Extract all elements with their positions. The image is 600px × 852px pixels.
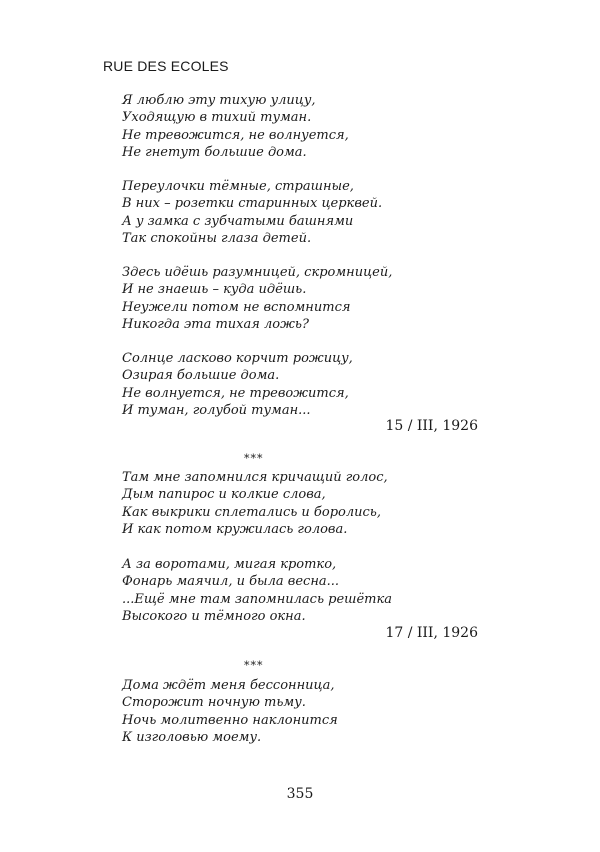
- poem1-date: 15 / III, 1926: [385, 418, 478, 434]
- page-number: 355: [286, 786, 314, 802]
- verse-line: Я люблю эту тихую улицу,: [122, 93, 316, 108]
- verse-line: Дома ждёт меня бессонница,: [122, 678, 335, 693]
- verse-line: Не тревожится, не волнуется,: [122, 127, 349, 143]
- section-separator: ***: [244, 659, 264, 672]
- poem1-stanza-3: [122, 264, 392, 333]
- poem2-stanza-2: [122, 556, 392, 625]
- verse-line: Там мне запомнился кричащий голос,: [122, 470, 388, 485]
- verse-line: Не гнетут большие дома.: [122, 144, 307, 160]
- verse-line: Как выкрики сплетались и боролись,: [122, 504, 381, 520]
- poem1-stanza-1: [122, 92, 349, 161]
- verse-line: Ночь молитвенно наклонится: [122, 712, 338, 728]
- verse-line: Солнце ласково корчит рожицу,: [122, 351, 353, 366]
- section-separator: ***: [244, 452, 264, 465]
- verse-line: Никогда эта тихая ложь?: [122, 316, 309, 332]
- verse-line: Озирая большие дома.: [122, 368, 280, 384]
- verse-line: В них – розетки старинных церквей.: [122, 196, 383, 212]
- verse-line: Фонарь маячил, и была весна...: [122, 574, 340, 590]
- verse-line: Переулочки тёмные, страшные,: [122, 179, 354, 194]
- poem1-stanza-2: [122, 178, 382, 247]
- verse-line: Дым папирос и колкие слова,: [122, 487, 326, 503]
- verse-line: ...Ещё мне там запомнилась решётка: [122, 591, 393, 607]
- verse-line: Уходящую в тихий туман.: [122, 110, 312, 126]
- verse-line: Так спокойны глаза детей.: [122, 230, 312, 246]
- poem1-stanza-4: [122, 350, 353, 419]
- verse-line: Не волнуется, не тревожится,: [122, 385, 349, 401]
- poem2-date: 17 / III, 1926: [385, 625, 478, 641]
- verse-line: И как потом кружилась голова.: [122, 521, 348, 537]
- verse-line: К изголовью моему.: [122, 729, 262, 745]
- poem2-stanza-1: [122, 469, 388, 538]
- poem3-stanza-1: [122, 677, 338, 746]
- verse-line: И не знаешь – куда идёшь.: [122, 282, 307, 298]
- verse-line: Высокого и тёмного окна.: [122, 608, 306, 624]
- verse-line: Здесь идёшь разумницей, скромницей,: [122, 265, 393, 280]
- poem-title: RUE DES ECOLES: [103, 58, 229, 74]
- verse-line: А за воротами, мигая кротко,: [122, 557, 337, 572]
- verse-line: И туман, голубой туман...: [122, 402, 311, 418]
- verse-line: А у замка с зубчатыми башнями: [122, 213, 354, 229]
- verse-line: Неужели потом не вспомнится: [122, 299, 351, 315]
- verse-line: Сторожит ночную тьму.: [122, 695, 306, 711]
